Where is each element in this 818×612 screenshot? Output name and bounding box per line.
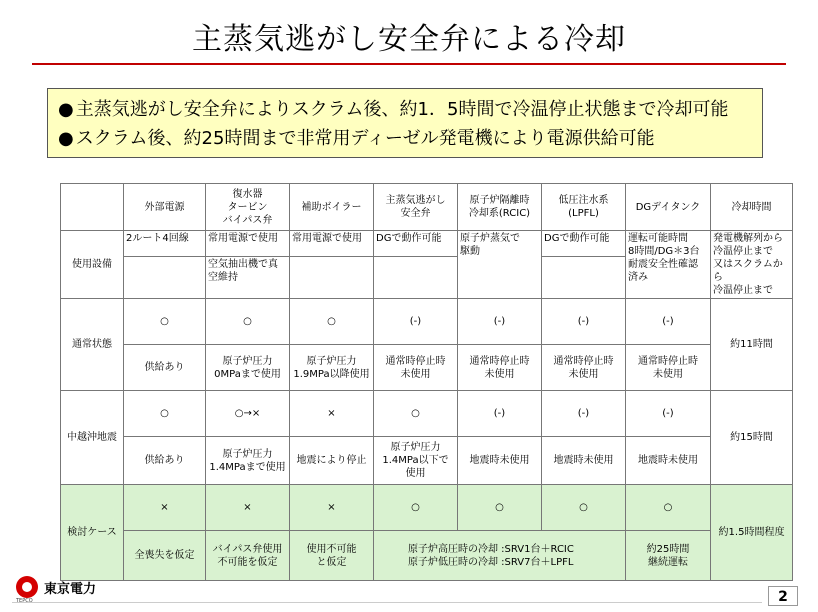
table-cell: 通常時停止時 未使用 [458,345,542,391]
header-cell: 補助ボイラー [290,184,374,231]
cooling-time: 約1.5時間程度 [711,485,793,581]
header-cell: 低圧注水系 (LPFL) [542,184,626,231]
status-symbol: ○→× [206,391,290,437]
status-symbol: (-) [374,299,458,345]
status-symbol: ○ [290,299,374,345]
header-cell: 原子炉隔離時 冷却系(RCIC) [458,184,542,231]
table-cell: 原子炉圧力 1.4MPa以下で 使用 [374,437,458,485]
summary-box [47,88,763,158]
table-cell: 発電機解列から 冷温停止まで 又はスクラムから 冷温停止まで [711,231,793,299]
status-symbol: (-) [458,391,542,437]
table-cell: 地震時未使用 [626,437,711,485]
footer-divider [12,602,762,603]
table-cell: 全喪失を仮定 [124,531,206,581]
table-cell: 地震時未使用 [542,437,626,485]
case-symbol-row [61,485,793,531]
table-cell: 常用電源で使用 [290,231,374,257]
logo-sub: TEPCO [16,598,33,604]
table-cell: 原子炉圧力 1.4MPaまで使用 [206,437,290,485]
header-cell: 主蒸気逃がし 安全弁 [374,184,458,231]
table-cell: バイパス弁使用 不可能を仮定 [206,531,290,581]
status-symbol: × [124,485,206,531]
status-symbol: (-) [458,299,542,345]
table-cell: 地震時未使用 [458,437,542,485]
company-logo [16,574,116,604]
table-cell: 常用電源で使用 [206,231,290,257]
table-cell: 原子炉圧力 0MPaまで使用 [206,345,290,391]
table-cell [374,257,458,299]
table-cell: 運転可能時間 8時間/DG＊3台 耐震安全性確認 済み [626,231,711,299]
row-label-chuetsu: 中越沖地震 [61,391,124,485]
table-cell: 空気抽出機で真 空維持 [206,257,290,299]
title-divider [32,63,786,65]
summary-line-1: ● 主蒸気逃がし安全弁によりスクラム後、約1．5時間で冷温停止状態まで冷却可能 [58,99,729,120]
status-symbol: × [290,391,374,437]
status-symbol: ○ [626,485,711,531]
table-cell [290,257,374,299]
status-symbol: ○ [124,391,206,437]
status-symbol: ○ [458,485,542,531]
status-symbol: (-) [542,391,626,437]
status-symbol: ○ [374,391,458,437]
table-cell: 供給あり [124,437,206,485]
status-symbol: ○ [124,299,206,345]
row-label-normal: 通常状態 [61,299,124,391]
table-cell: 原子炉蒸気で 駆動 [458,231,542,299]
status-symbol: (-) [626,299,711,345]
normal-symbol-row [61,299,793,345]
page-number: 2 [768,586,798,606]
bullet-icon: ● [58,99,74,120]
table-cell: 通常時停止時 未使用 [374,345,458,391]
status-symbol: (-) [542,299,626,345]
slide-title: 主蒸気逃がし安全弁による冷却 [192,22,626,57]
normal-note-row [61,345,793,391]
table-cell [542,257,626,299]
table-cell: DGで動作可能 [374,231,458,257]
chuetsu-note-row [61,437,793,485]
table-cell [124,257,206,299]
logo-mark-icon [16,576,38,598]
status-symbol: (-) [626,391,711,437]
cooling-time: 約15時間 [711,391,793,485]
cooling-time: 約11時間 [711,299,793,391]
table-cell-merged: 原子炉高圧時の冷却 :SRV1台＋RCIC 原子炉低圧時の冷却 :SRV7台＋LPFL [374,531,626,581]
equipment-row-1 [61,231,793,257]
table-cell: 地震により停止 [290,437,374,485]
header-cell: 冷却時間 [711,184,793,231]
table-cell: 使用不可能 と仮定 [290,531,374,581]
cooling-table [60,183,793,581]
table-cell: 原子炉圧力 1.9MPa以降使用 [290,345,374,391]
row-label-case: 検討ケース [61,485,124,581]
table-cell: 通常時停止時 未使用 [542,345,626,391]
table-cell: 約25時間 継続運転 [626,531,711,581]
table-cell: 通常時停止時 未使用 [626,345,711,391]
chuetsu-symbol-row [61,391,793,437]
header-cell: 外部電源 [124,184,206,231]
bullet-icon: ● [58,128,74,149]
table-cell: 2ルート4回線 [124,231,206,257]
status-symbol: ○ [542,485,626,531]
table-cell: 供給あり [124,345,206,391]
case-note-row [61,531,793,581]
table-cell: DGで動作可能 [542,231,626,257]
status-symbol: ○ [374,485,458,531]
header-row [61,184,793,231]
logo-name: 東京電力 [44,582,97,597]
status-symbol: ○ [206,299,290,345]
header-corner [61,184,124,231]
header-cell: 復水器 タービン バイパス弁 [206,184,290,231]
status-symbol: × [206,485,290,531]
header-cell: DGデイタンク [626,184,711,231]
row-label-equipment: 使用設備 [61,231,124,299]
status-symbol: × [290,485,374,531]
summary-line-2: ● スクラム後、約25時間まで非常用ディーゼル発電機により電源供給可能 [58,128,655,149]
